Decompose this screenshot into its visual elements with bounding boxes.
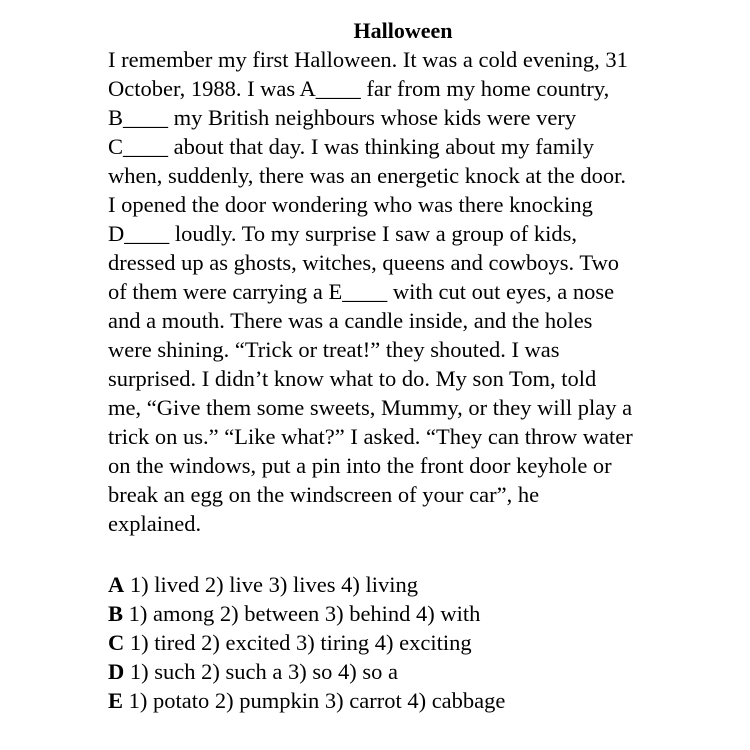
passage-line: on the windows, put a pin into the front door keyhole or: [108, 453, 612, 478]
answer-options: [108, 570, 708, 715]
option-letter: B: [108, 601, 124, 626]
option-letter: D: [108, 659, 125, 684]
passage-line: and a mouth. There was a candle inside, and the holes: [108, 308, 593, 333]
passage-line: D____ loudly. To my surprise I saw a group of kids,: [108, 221, 578, 246]
option-choices: 1) potato 2) pumpkin 3) carrot 4) cabbage: [128, 688, 506, 713]
passage-line: when, suddenly, there was an energetic knock at the door.: [108, 163, 626, 188]
passage-text: [108, 45, 708, 538]
passage-line: C____ about that day. I was thinking about my family: [108, 134, 594, 159]
passage-line: were shining. “Trick or treat!” they shouted. I was: [108, 337, 560, 362]
option-letter: C: [108, 630, 125, 655]
passage-line: me, “Give them some sweets, Mummy, or they will play a: [108, 395, 633, 420]
passage-line: I opened the door wondering who was there knocking: [108, 192, 593, 217]
passage-line: break an egg on the windscreen of your car”, he: [108, 482, 540, 507]
option-choices: 1) such 2) such a 3) so 4) so a: [129, 659, 398, 684]
option-row-c: [108, 628, 708, 657]
passage-line: October, 1988. I was A____ far from my home country,: [108, 76, 610, 101]
passage-line: I remember my first Halloween. It was a cold evening, 31: [108, 47, 628, 72]
option-row-e: [108, 686, 708, 715]
option-row-d: [108, 657, 708, 686]
option-choices: 1) tired 2) excited 3) tiring 4) exciting: [129, 630, 472, 655]
passage-line: surprised. I didn’t know what to do. My son Tom, told: [108, 366, 597, 391]
passage-line: dressed up as ghosts, witches, queens and cowboys. Two: [108, 250, 620, 275]
page-title: Halloween: [353, 18, 453, 43]
passage-line: of them were carrying a E____ with cut out eyes, a nose: [108, 279, 615, 304]
passage-line: B____ my British neighbours whose kids were very: [108, 105, 577, 130]
option-letter: A: [108, 572, 125, 597]
worksheet: [108, 16, 708, 715]
option-letter: E: [108, 688, 124, 713]
option-choices: 1) lived 2) live 3) lives 4) living: [129, 572, 418, 597]
option-row-b: [108, 599, 708, 628]
option-choices: 1) among 2) between 3) behind 4) with: [128, 601, 481, 626]
option-row-a: [108, 570, 708, 599]
passage-line: trick on us.” “Like what?” I asked. “They can throw water: [108, 424, 633, 449]
passage-line: explained.: [108, 511, 202, 536]
